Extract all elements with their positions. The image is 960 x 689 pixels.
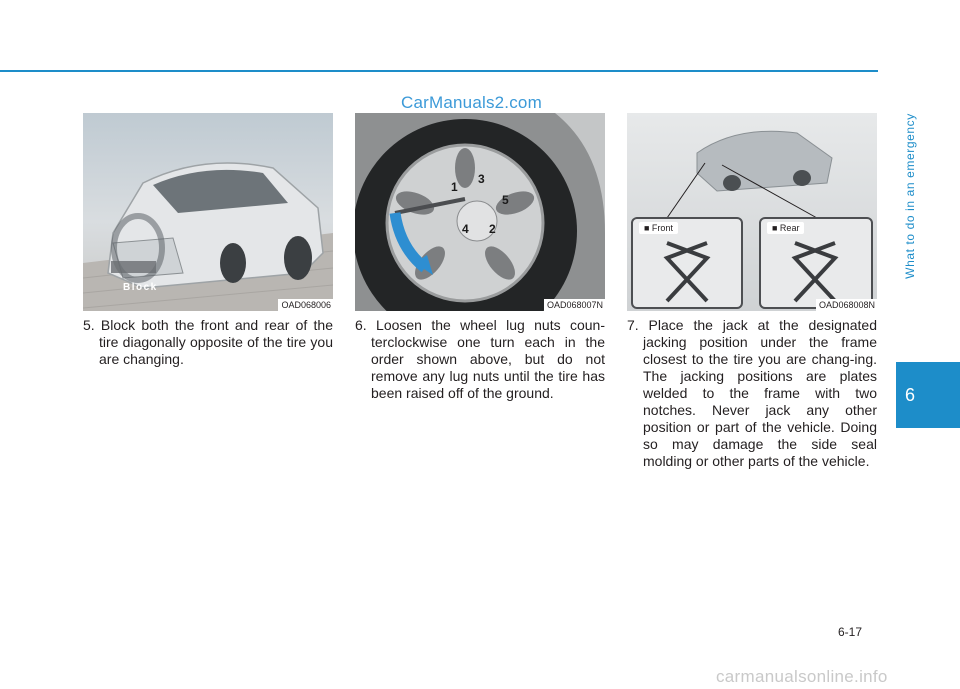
header-rule	[0, 70, 878, 72]
figure-block-tires	[83, 113, 333, 311]
watermark-top[interactable]: CarManuals2.com	[401, 93, 542, 112]
block-label: Block	[123, 282, 158, 293]
watermark-bottom[interactable]: carmanualsonline.info	[716, 667, 888, 686]
step-5-text: 5. Block both the front and rear of the tire diagonally opposite of the tire you are changing.	[83, 317, 333, 367]
front-label: ■ Front	[639, 222, 678, 234]
page-number: 6-17	[838, 625, 863, 639]
sidebar-section-title	[899, 30, 921, 362]
rear-label: ■ Rear	[767, 222, 804, 234]
lug-label-1: 1	[451, 180, 458, 194]
lug-label-3: 3	[478, 172, 485, 186]
figure-code: OAD068008N	[816, 299, 877, 311]
figure-lug-nut-order	[355, 113, 605, 311]
chapter-tab[interactable]	[896, 362, 960, 428]
section-title-text: What to do in an emergency	[903, 113, 917, 279]
figure-code: OAD068007N	[544, 299, 605, 311]
lug-label-2: 2	[489, 222, 496, 236]
car-block-illustration	[83, 113, 333, 311]
step-7-text: 7. Place the jack at the designated jacking position under the frame closest to the tire you are chang-ing. The jacking positions are plates welded to the frame with two notches. Never jack any other position or part of the vehicle. Doing so may damage the side seal molding or other parts of the vehicle.	[627, 317, 877, 469]
lug-label-4: 4	[462, 222, 469, 236]
lug-label-5: 5	[502, 193, 509, 207]
wheel-illustration	[355, 113, 605, 311]
figure-jack-positions	[627, 113, 877, 311]
step-6-text: 6. Loosen the wheel lug nuts coun-terclockwise one turn each in the order shown above, but do not remove any lug nuts until the tire has been raised off of the ground.	[355, 317, 605, 401]
jack-illustration	[627, 113, 877, 311]
figure-code: OAD068006	[278, 299, 333, 311]
chapter-number: 6	[904, 385, 915, 405]
